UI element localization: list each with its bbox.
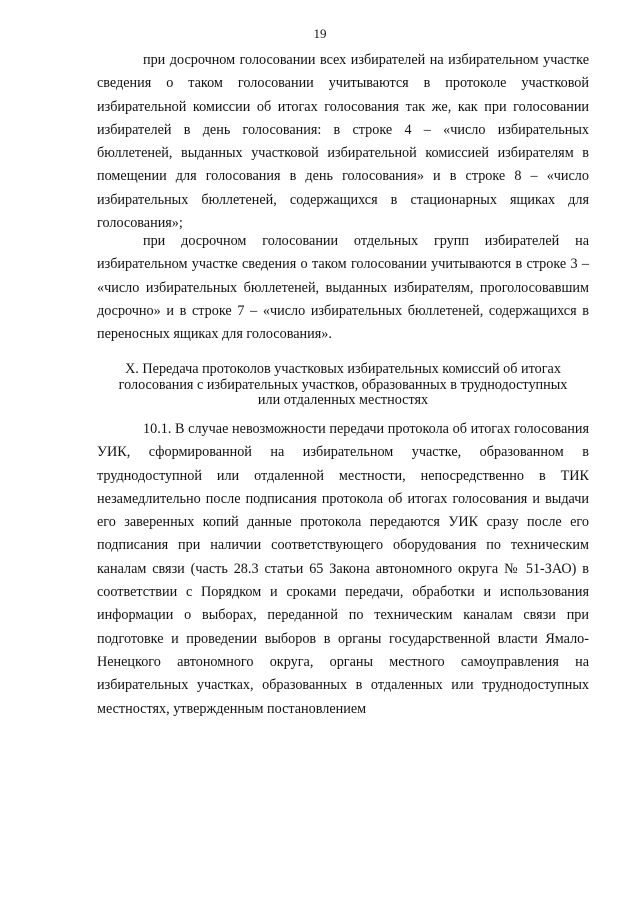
paragraph-text: при досрочном голосовании всех избирателей на избирательном участке сведения о таком голосовании учитываются в протоколе участковой избирательной комиссии об итогах голосования так же, как при голосовании избирателей в день голосования: в строке 4 – «число избирательных бюллетеней, выданных участковой избирательной комиссией избирателям в помещении для голосования в день голосования» и в строке 8 – «число избирательных бюллетеней, содержащихся в стационарных ящиках для голосования»; <box>97 52 589 232</box>
page-number: 19 <box>313 26 327 41</box>
section-heading <box>97 362 589 409</box>
paragraph-early-voting-all <box>97 49 589 235</box>
paragraph-text: 10.1. В случае невозможности передачи протокола об итогах голосования УИК, сформированной на избирательном участке, образованном в труднодоступной или отдаленной местности, непосредственно в ТИК незамедлительно после подписания протокола об итогах голосования и выдачи его заверенных копий данные протокола передаются УИК сразу после его подписания при наличии соответствующего оборудования по техническим каналам связи (часть 28.3 статьи 65 Закона автономного округа № 51-ЗАО) в соответствии с Порядком и сроками передачи, обработки и использования информации о выборах, переданной по техническим каналам связи при подготовке и проведении выборов в органы государственной власти Ямало-Ненецкого автономного округа, органы местного самоуправления на избирательных участках, образованных в отдаленных или труднодоступных местностях, утвержденным постановлением <box>97 421 589 717</box>
section-heading-line-2: голосования с избирательных участков, образованных в труднодоступных <box>118 376 568 393</box>
section-heading-line-3: или отдаленных местностях <box>257 392 429 408</box>
section-heading-line-1: X. Передача протоколов участковых избирательных комиссий об итогах <box>125 361 561 377</box>
paragraph-10-1 <box>97 418 589 721</box>
paragraph-early-voting-groups <box>97 230 589 346</box>
paragraph-text: при досрочном голосовании отдельных групп избирателей на избирательном участке сведения о таком голосовании учитываются в строке 3 – «число избирательных бюллетеней, выданных избирателям, проголосовавшим досрочно» и в строке 7 – «число избирательных бюллетеней, содержащихся в переносных ящиках для голосования». <box>97 233 589 343</box>
